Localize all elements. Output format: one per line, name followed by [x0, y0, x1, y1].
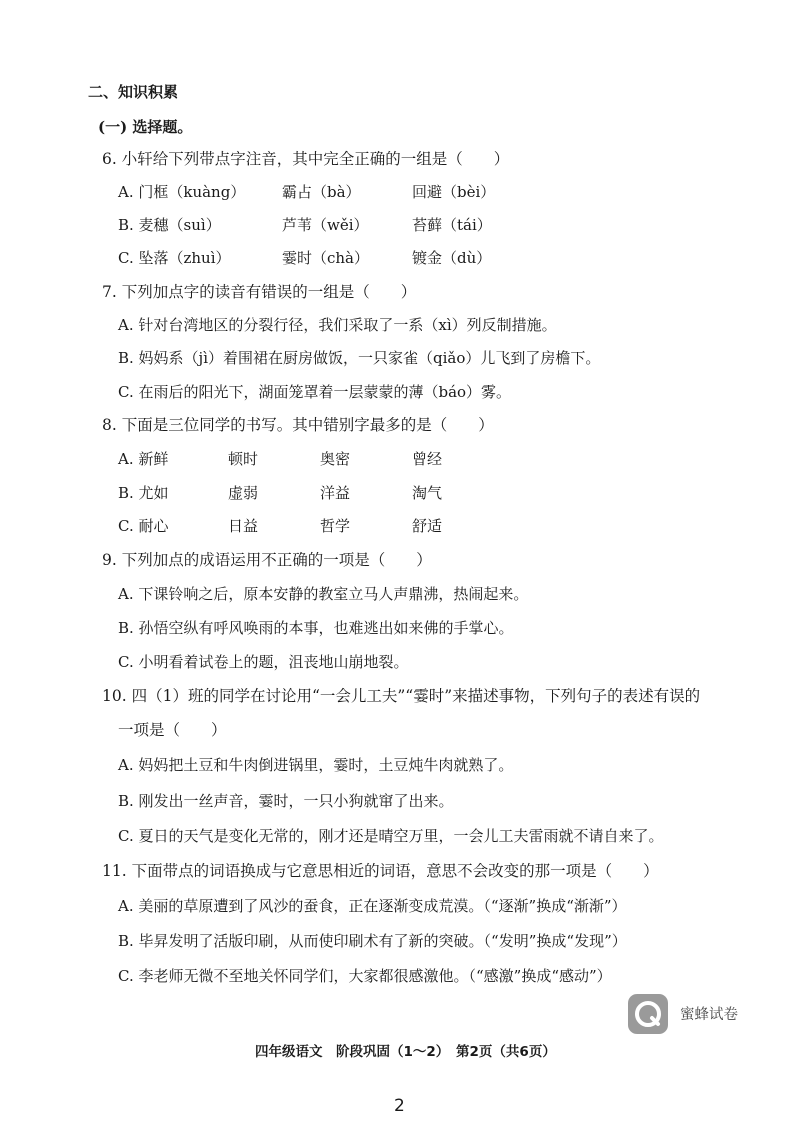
q6-option-c-1: C. 坠落（zhuì）	[118, 249, 231, 267]
q7-option-a: A. 针对台湾地区的分裂行径，我们采取了一系（xì）列反制措施。	[118, 316, 557, 334]
q8-option-a-3: 奥密	[320, 450, 351, 468]
section-title: 二、知识积累	[88, 83, 179, 101]
q6-option-b-3: 苔藓（tái）	[412, 216, 492, 234]
page-footer: 四年级语文 阶段巩固（1～2） 第2页（共6页）	[255, 1044, 556, 1060]
question-9-stem: 9. 下列加点的成语运用不正确的一项是（ ）	[102, 551, 432, 569]
q8-option-c-1: C. 耐心	[118, 517, 169, 535]
question-6-stem: 6. 小轩给下列带点字注音，其中完全正确的一组是（ ）	[102, 150, 510, 168]
q10-option-a: A. 妈妈把土豆和牛肉倒进锅里，霎时，土豆炖牛肉就熟了。	[118, 756, 514, 774]
q6-option-c-2: 霎时（chà）	[282, 249, 370, 267]
q8-option-b-2: 虚弱	[228, 484, 259, 502]
q8-option-c-2: 日益	[228, 517, 259, 535]
q8-option-a-2: 顿时	[228, 450, 259, 468]
q6-option-a-2: 霸占（bà）	[282, 183, 361, 201]
q8-option-b-4: 淘气	[412, 484, 443, 502]
q9-option-a: A. 下课铃响之后，原本安静的教室立马人声鼎沸，热闹起来。	[118, 585, 529, 603]
q8-option-c-3: 哲学	[320, 517, 351, 535]
q9-option-c: C. 小明看着试卷上的题，沮丧地山崩地裂。	[118, 653, 409, 671]
question-10-stem-line2: 一项是（ ）	[118, 721, 227, 739]
q10-option-c: C. 夏日的天气是变化无常的，刚才还是晴空万里，一会儿工夫雷雨就不请自来了。	[118, 827, 664, 845]
q6-option-c-3: 镀金（dù）	[412, 249, 492, 267]
q6-option-b-1: B. 麦穗（suì）	[118, 216, 221, 234]
question-7-stem: 7. 下列加点字的读音有错误的一组是（ ）	[102, 283, 417, 301]
q6-option-b-2: 芦苇（wěi）	[282, 216, 369, 234]
q9-option-b: B. 孙悟空纵有呼风唤雨的本事，也难逃出如来佛的手掌心。	[118, 619, 514, 637]
q8-option-a-4: 曾经	[412, 450, 443, 468]
watermark-text: 蜜蜂试卷	[680, 1007, 738, 1023]
q8-option-b-1: B. 尤如	[118, 484, 169, 502]
question-10-stem-line1: 10. 四（1）班的同学在讨论用“一会儿工夫”“霎时”来描述事物，下列句子的表述有误的	[102, 687, 701, 705]
watermark-logo-icon	[628, 994, 668, 1034]
q7-option-b: B. 妈妈系（jì）着围裙在厨房做饭，一只家雀（qiǎo）儿飞到了房檐下。	[118, 349, 601, 367]
q10-option-b: B. 刚发出一丝声音，霎时，一只小狗就窜了出来。	[118, 792, 454, 810]
q8-option-a-1: A. 新鲜	[118, 450, 169, 468]
q11-option-c: C. 李老师无微不至地关怀同学们，大家都很感激他。（“感激”换成“感动”）	[118, 967, 612, 985]
question-8-stem: 8. 下面是三位同学的书写。其中错别字最多的是（ ）	[102, 416, 494, 434]
q11-option-a: A. 美丽的草原遭到了风沙的蚕食，正在逐渐变成荒漠。（“逐渐”换成“渐渐”）	[118, 897, 627, 915]
page-number: 2	[394, 1096, 405, 1116]
q8-option-c-4: 舒适	[412, 517, 443, 535]
q11-option-b: B. 毕昇发明了活版印刷，从而使印刷术有了新的突破。（“发明”换成“发现”）	[118, 932, 627, 950]
question-11-stem: 11. 下面带点的词语换成与它意思相近的词语，意思不会改变的那一项是（ ）	[102, 862, 659, 880]
q6-option-a-1: A. 门框（kuàng）	[118, 183, 246, 201]
q6-option-a-3: 回避（bèi）	[412, 183, 496, 201]
q8-option-b-3: 洋益	[320, 484, 351, 502]
subsection-title: (一) 选择题。	[98, 118, 193, 136]
q7-option-c: C. 在雨后的阳光下，湖面笼罩着一层蒙蒙的薄（báo）雾。	[118, 383, 512, 401]
